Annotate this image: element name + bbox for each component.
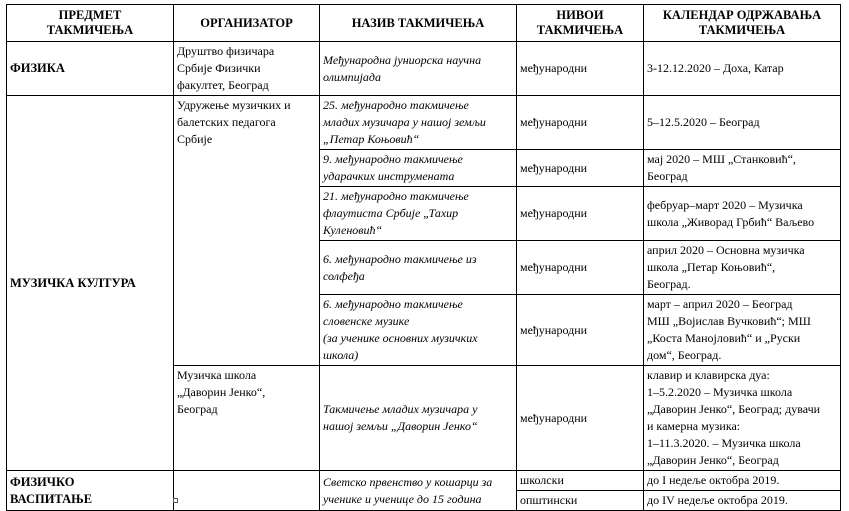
calendar-cell: април 2020 – Основна музичка школа „Петар Коњовић“, Београд. bbox=[644, 241, 841, 295]
header-row bbox=[7, 5, 841, 42]
table-resize-handle[interactable] bbox=[173, 498, 178, 503]
subject-cell: ФИЗИКА bbox=[7, 42, 174, 96]
organizer-cell: Удружење музичких и балетских педагога Србије bbox=[174, 96, 320, 366]
competition-name-cell: 6. међународно такмичење словенске музике (за ученике основних музичких школа) bbox=[320, 295, 517, 366]
level-cell: међународни bbox=[517, 42, 644, 96]
level-cell: међународни bbox=[517, 150, 644, 187]
competition-name-cell: 6. међународно такмичење из солфеђа bbox=[320, 241, 517, 295]
competition-name-cell: Светско првенство у кошарци за ученике и ученице до 15 година bbox=[320, 471, 517, 511]
level-cell: међународни bbox=[517, 295, 644, 366]
table-row bbox=[7, 96, 841, 150]
level-cell: међународни bbox=[517, 241, 644, 295]
competitions-table bbox=[6, 4, 841, 511]
table-row bbox=[7, 42, 841, 96]
header-subject: ПРЕДМЕТ ТАКМИЧЕЊА bbox=[7, 5, 174, 42]
competition-name-cell: Међународна јуниорска научна олимпијада bbox=[320, 42, 517, 96]
competition-name-cell: Такмичење младих музичара у нашој земљи „Даворин Јенко“ bbox=[320, 366, 517, 471]
header-organizer: ОРГАНИЗАТОР bbox=[174, 5, 320, 42]
level-cell: општински bbox=[517, 491, 644, 511]
calendar-cell: мај 2020 – МШ „Станковић“, Београд bbox=[644, 150, 841, 187]
table-row bbox=[7, 471, 841, 491]
level-cell: међународни bbox=[517, 187, 644, 241]
subject-cell: МУЗИЧКА КУЛТУРА bbox=[7, 96, 174, 471]
organizer-cell: Друштво физичара Србије Физички факултет, Београд bbox=[174, 42, 320, 96]
organizer-cell: Музичка школа „Даворин Јенко“, Београд bbox=[174, 366, 320, 471]
header-level: НИВОИ ТАКМИЧЕЊА bbox=[517, 5, 644, 42]
level-cell: међународни bbox=[517, 366, 644, 471]
level-cell: школски bbox=[517, 471, 644, 491]
header-name: НАЗИВ ТАКМИЧЕЊА bbox=[320, 5, 517, 42]
organizer-cell bbox=[174, 471, 320, 511]
header-calendar: КАЛЕНДАР ОДРЖАВАЊА ТАКМИЧЕЊА bbox=[644, 5, 841, 42]
calendar-cell: фебруар–март 2020 – Музичка школа „Живорад Грбић“ Ваљево bbox=[644, 187, 841, 241]
competition-name-cell: 21. међународно такмичење флаутиста Србије „Тахир Куленовић“ bbox=[320, 187, 517, 241]
subject-cell: ФИЗИЧКО ВАСПИТАЊЕ bbox=[7, 471, 174, 511]
calendar-cell: до IV недеље октобра 2019. bbox=[644, 491, 841, 511]
calendar-cell: март – април 2020 – Београд МШ „Војислав Вучковић“; МШ „Коста Манојловић“ и „Руски дом“, Београд. bbox=[644, 295, 841, 366]
calendar-cell: 5–12.5.2020 – Београд bbox=[644, 96, 841, 150]
calendar-cell: до I недеље октобра 2019. bbox=[644, 471, 841, 491]
calendar-cell: 3-12.12.2020 – Доха, Катар bbox=[644, 42, 841, 96]
competition-name-cell: 9. међународно такмичење ударачких инструмената bbox=[320, 150, 517, 187]
level-cell: међународни bbox=[517, 96, 644, 150]
competition-name-cell: 25. међународно такмичење младих музичара у нашој земљи „Петар Коњовић“ bbox=[320, 96, 517, 150]
calendar-cell: клавир и клавирска дуа: 1–5.2.2020 – Музичка школа „Даворин Јенко“, Београд; дувачи и камерна музика: 1–11.3.2020. – Музичка школа „Даворин Јенко“, Београд bbox=[644, 366, 841, 471]
